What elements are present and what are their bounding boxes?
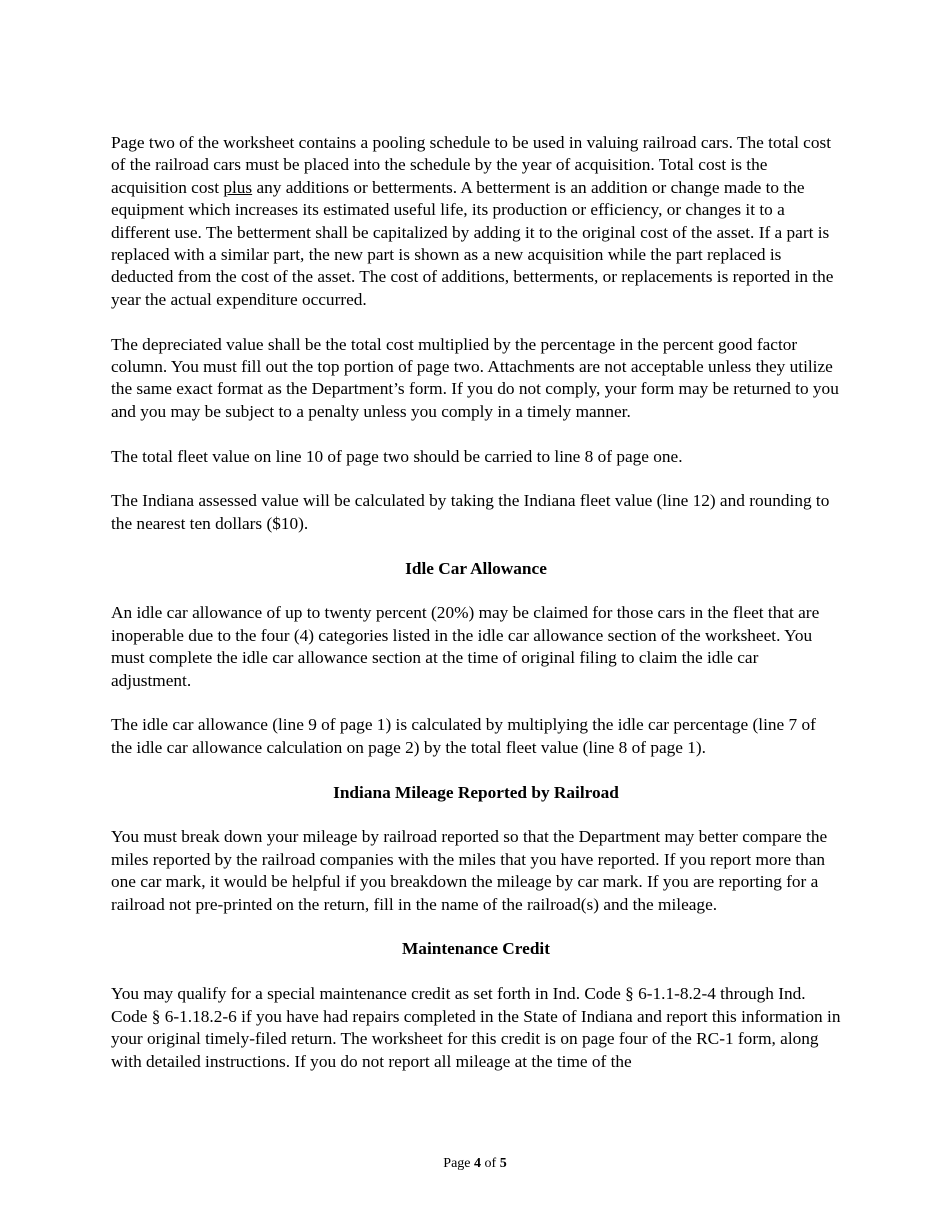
document-body	[111, 132, 841, 1095]
pooling-schedule-paragraph	[111, 132, 841, 311]
footer-prefix: Page	[443, 1156, 475, 1171]
page-number-footer	[0, 1155, 950, 1173]
assessed-value-paragraph: The Indiana assessed value will be calculated by taking the Indiana fleet value (line 12) and rounding to the nearest ten dollars ($10).	[111, 491, 830, 533]
mileage-paragraph: You must break down your mileage by railroad reported so that the Department may better compare the miles reported by the railroad companies with the miles that you have reported. If you report more than one car mark, it would be helpful if you breakdown the mileage by car mark. If you are reporting for a railroad not pre-printed on the return, fill in the name of the railroad(s) and the mileage.	[111, 827, 828, 914]
total-page-number: 5	[499, 1156, 507, 1171]
mileage-heading: Indiana Mileage Reported by Railroad	[333, 782, 619, 802]
paragraph-text: Page two of the worksheet contains a pooling schedule to be used in valuing railroad cars. The total cost of the railroad cars must be placed into the schedule by the year of acquisition. Total cost is the acquisition cost	[111, 133, 832, 197]
emphasis-plus: plus	[223, 177, 253, 197]
idle-car-calculation-paragraph: The idle car allowance (line 9 of page 1) is calculated by multiplying the idle car percentage (line 7 of the idle car allowance calculation on page 2) by the total fleet value (line 8 of page 1).	[111, 715, 816, 757]
current-page-number: 4	[474, 1156, 482, 1171]
paragraph-text: any additions or betterments. A betterment is an addition or change made to the equipment which increases its estimated useful life, its production or efficiency, or changes it to a different use. The betterment shall be capitalized by adding it to the original cost of the asset. If a part is replaced with a similar part, the new part is shown as a new acquisition while the part replaced is deducted from the cost of the asset. The cost of additions, betterments, or replacements is reported in the year the actual expenditure occurred.	[111, 177, 834, 309]
idle-car-allowance-paragraph: An idle car allowance of up to twenty percent (20%) may be claimed for those cars in the fleet that are inoperable due to the four (4) categories listed in the idle car allowance section of the worksheet. You must complete the idle car allowance section at the time of original filing to claim the idle car adjustment.	[111, 603, 820, 690]
maintenance-credit-heading: Maintenance Credit	[402, 939, 550, 959]
fleet-value-paragraph: The total fleet value on line 10 of page two should be carried to line 8 of page one.	[111, 446, 683, 466]
footer-separator: of	[481, 1156, 500, 1171]
maintenance-credit-paragraph: You may qualify for a special maintenance credit as set forth in Ind. Code § 6-1.1-8.2-4 through Ind. Code § 6-1.18.2-6 if you have had repairs completed in the State of Indiana and report this information in your original timely-filed return. The worksheet for this credit is on page four of the RC-1 form, along with detailed instructions. If you do not report all mileage at the time of the	[111, 984, 841, 1071]
depreciated-value-paragraph: The depreciated value shall be the total cost multiplied by the percentage in the percent good factor column. You must fill out the top portion of page two. Attachments are not acceptable unless they utilize the same exact format as the Department’s form. If you do not comply, your form may be returned to you and you may be subject to a penalty unless you comply in a timely manner.	[111, 334, 839, 421]
idle-car-allowance-heading: Idle Car Allowance	[405, 558, 547, 578]
